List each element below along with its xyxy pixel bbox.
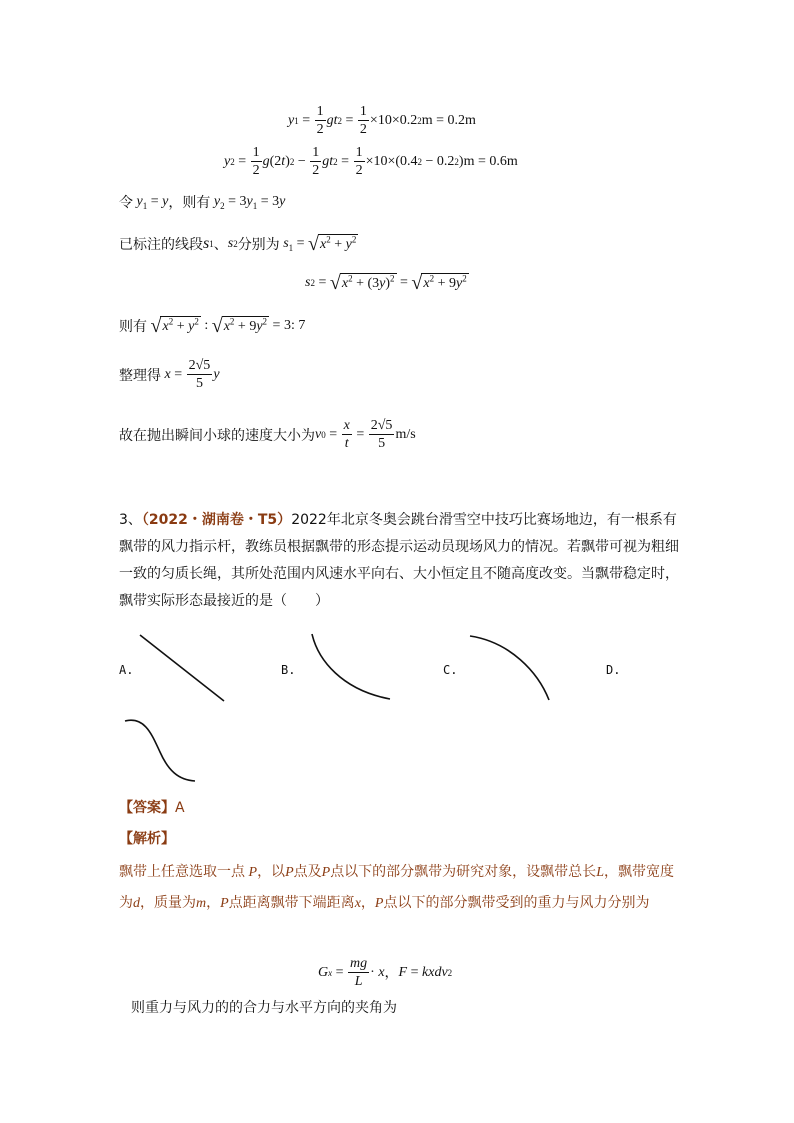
option-b-label: B. — [281, 663, 296, 677]
option-a-label: A. — [119, 663, 134, 677]
ratio-line: 则有 √ $x^2 + y^2$ : √ $x^2 + 9y^2$ = 3: 7 — [119, 315, 306, 337]
analysis-paragraph: 飘带上任意选取一点 P，以P点及P点以下的部分飘带为研究对象，设飘带总长L，飘带宽度为d，质量为m，P点距离飘带下端距离x，P点以下的部分飘带受到的重力与风力分别为 — [119, 864, 674, 911]
option-b-figure — [312, 634, 390, 699]
equation-forces: G x = $\frac{mg}{L}$ · x ， F = kxdv 2 — [318, 956, 453, 990]
option-a-figure — [140, 635, 224, 701]
segments-line: 已标注的线段 s 1 、 s 2 分别为 $s_1$ = √ $x^2 + y^2$ — [119, 233, 357, 255]
answer-line: 【答案】A — [119, 800, 185, 816]
question-3: 3、（2022・湖南卷・T5）2022年北京冬奥会跳台滑雪空中技巧比赛场地边，有一根系有飘带的风力指示杆，教练员根据飘带的形态提示运动员现场风力的情况。若飘带可视为粗细一致的匀质长绳，其所处范围内风速水平向右、大小恒定且不随高度改变。当飘带稳定时，飘带实际形态最接近的是（ ） — [119, 512, 679, 609]
analysis-label: 【解析】 — [119, 831, 175, 847]
option-c-label: C. — [443, 663, 458, 677]
option-d-figure — [125, 720, 195, 781]
simplify-line: 整理得 x = $\frac{2√5}{5}$ y — [119, 358, 220, 392]
option-d-label: D. — [606, 663, 621, 677]
equation-y2: y 2 = $\frac{1}{2}$ g (2 t ) 2 − $\frac{1}{2}$ gt 2 = $\frac{1}{2}$ ×10×(0.4 2 − 0.2 2 )m = 0.6m — [224, 145, 518, 179]
speed-line: 故在抛出瞬间小球的速度大小为 v 0 = $\frac{x}{t}$ = $\frac{2√5}{5}$ m/s — [119, 418, 416, 452]
let-line: 令 $y_1 = y$ ，则有 $y_2 = 3y_1 = 3y$ — [119, 194, 286, 211]
equation-s2: s 2 = √ $x^2 + (3y)^2$ = √ $x^2 + 9y^2$ — [305, 272, 467, 294]
analysis-last-line: 则重力与风力的的合力与水平方向的夹角为 — [131, 1000, 397, 1016]
option-c-figure — [470, 636, 549, 700]
equation-y1: y 1 = $\frac{1}{2}$ gt 2 = $\frac{1}{2}$ ×10×0.2 2 m = 0.2m — [288, 104, 476, 138]
